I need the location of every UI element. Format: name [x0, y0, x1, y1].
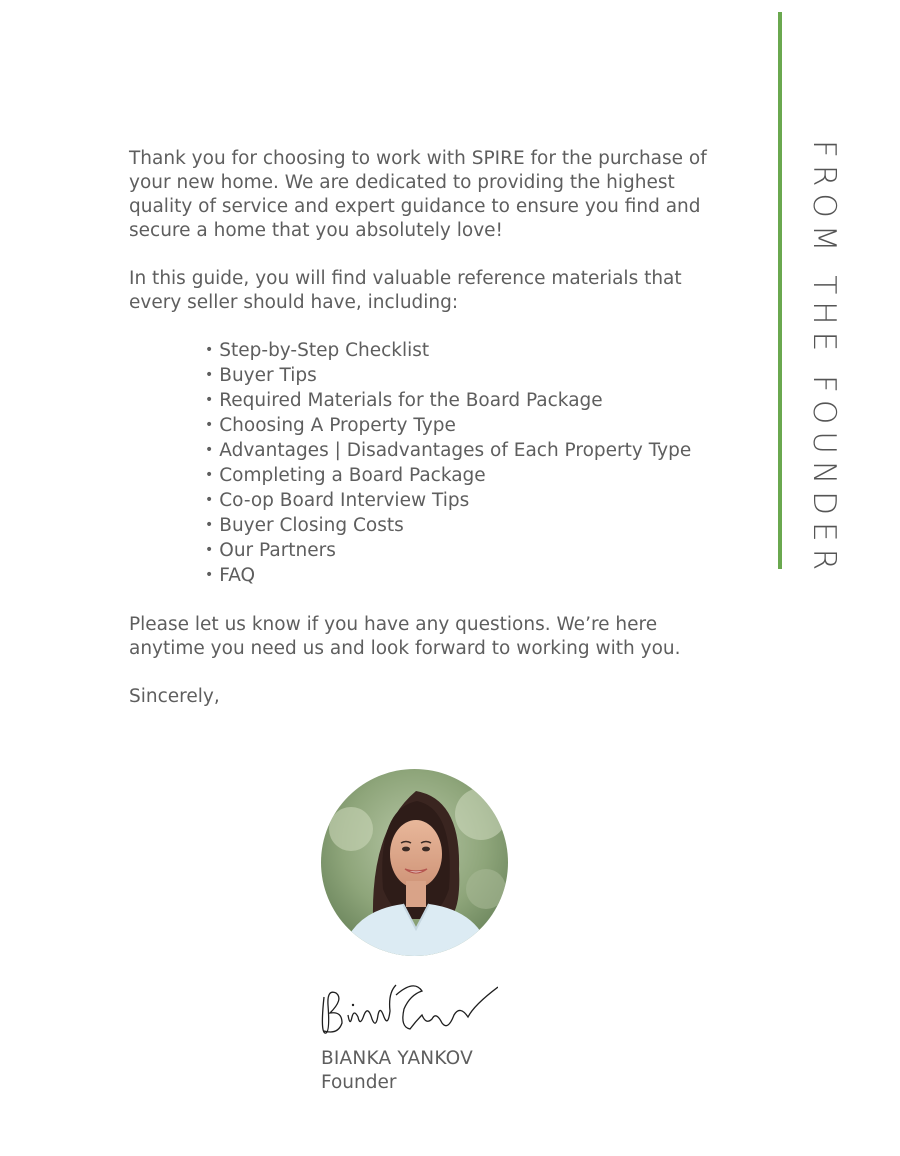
- list-item: • Choosing A Property Type: [205, 414, 729, 439]
- accent-divider: [778, 12, 782, 569]
- founder-role: Founder: [321, 1072, 397, 1093]
- founder-name: BIANKA YANKOV: [321, 1048, 473, 1069]
- list-item: • Co-op Board Interview Tips: [205, 489, 729, 514]
- list-item: • Buyer Closing Costs: [205, 514, 729, 539]
- list-item: • Required Materials for the Board Package: [205, 389, 729, 414]
- list-item: • Completing a Board Package: [205, 464, 729, 489]
- intro-paragraph: Thank you for choosing to work with SPIRE for the purchase of your new home. We are dedicated to providing the highest quality of service and expert guidance to ensure you find and secure a home that you absolutely love!: [129, 148, 707, 241]
- closing-salutation: Sincerely,: [129, 686, 220, 707]
- closing-paragraph: Please let us know if you have any questions. We’re here anytime you need us and look forward to working with you.: [129, 614, 681, 659]
- list-item: • Our Partners: [205, 539, 729, 564]
- handwritten-signature: [318, 975, 498, 1041]
- founder-portrait: [321, 769, 508, 956]
- list-item: • Advantages | Disadvantages of Each Property Type: [205, 439, 729, 464]
- contents-list: [129, 339, 729, 589]
- list-item: • Buyer Tips: [205, 364, 729, 389]
- list-item: • FAQ: [205, 564, 729, 589]
- section-title: FROM THE FOUNDER: [806, 140, 842, 578]
- list-item: • Step-by-Step Checklist: [205, 339, 729, 364]
- guide-paragraph: In this guide, you will find valuable reference materials that every seller should have, including:: [129, 268, 682, 313]
- letter-body: [129, 147, 729, 733]
